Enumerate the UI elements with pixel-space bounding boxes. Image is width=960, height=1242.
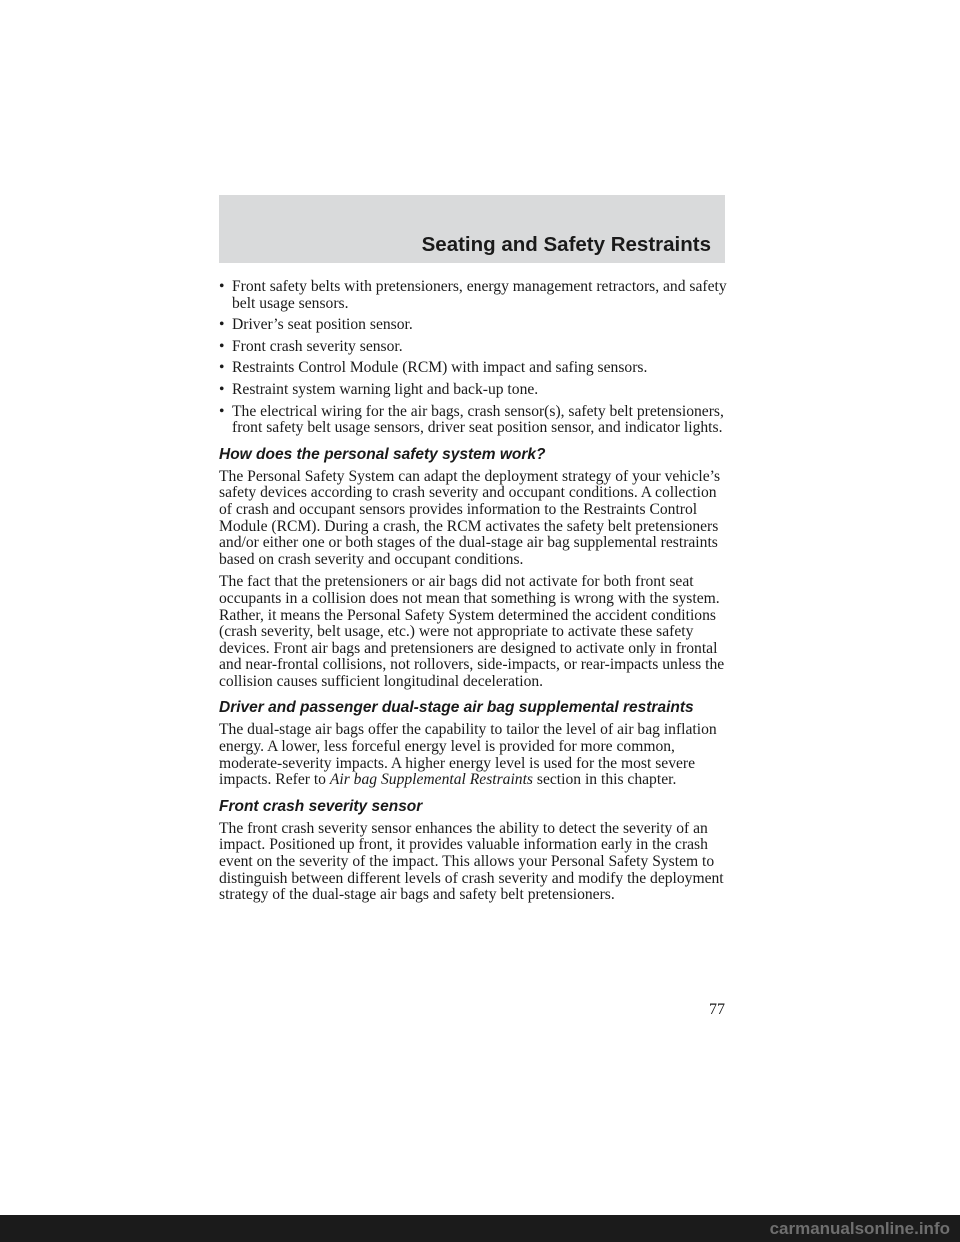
list-item: • Restraint system warning light and back-up tone. [219, 380, 539, 398]
list-item: • Front safety belts with pretensioners, energy management retractors, and safety belt usage sensors. [219, 278, 727, 312]
page-number: 77 [709, 1001, 725, 1018]
paragraph: The front crash severity sensor enhances the ability to detect the severity of an impact. Positioned up front, it provides valuable information early in the crash event on the severity of the impact. This allows your Personal Safety System to distinguish between different levels of crash severity and modify the deployment strategy of the dual-stage air bags and safety belt pretensioners. [219, 819, 724, 904]
section-heading-front-crash-sensor: Front crash severity sensor [219, 797, 423, 815]
bullet-icon: • [219, 278, 225, 295]
section-heading-dual-stage-air-bags: Driver and passenger dual-stage air bag supplemental restraints [219, 699, 694, 717]
component-list [219, 279, 729, 437]
cross-reference: Air bag Supplemental Restraints [329, 771, 533, 789]
list-item: • Front crash severity sensor. [219, 337, 403, 355]
watermark: carmanualsonline.info [0, 1215, 960, 1242]
list-item: • Restraints Control Module (RCM) with impact and safing sensors. [219, 359, 648, 377]
paragraph: The Personal Safety System can adapt the deployment strategy of your vehicle’s safety devices according to crash severity and occupant conditions. A collection of crash and occupant sensors provides information to the Restraints Control Module (RCM). During a crash, the RCM activates the safety belt pretensioners and/or either one or both stages of the dual-stage air bag supplemental restraints based on crash severity and occupant conditions. [219, 467, 721, 568]
bullet-icon: • [219, 337, 225, 355]
paragraph-with-reference: The dual-stage air bags offer the capability to tailor the level of air bag inflation energy. A lower, less forceful energy level is provided for more common, moderate-severity impacts. A higher energy level is used for the most severe impacts. Refer to Air bag Supplemental Restraints section in this chapter. [219, 721, 717, 789]
section-title: Seating and Safety Restraints [421, 233, 711, 256]
list-item: • Driver’s seat position sensor. [219, 316, 413, 334]
list-item: • The electrical wiring for the air bags, crash sensor(s), safety belt pretensioners, front safety belt usage sensors, driver seat position sensor, and indicator lights. [219, 402, 724, 437]
bullet-icon: • [219, 402, 225, 420]
bullet-icon: • [219, 380, 225, 398]
section-heading-how-it-works: How does the personal safety system work? [219, 445, 546, 463]
bullet-icon: • [219, 359, 225, 377]
paragraph: The fact that the pretensioners or air bags did not activate for both front seat occupants in a collision does not mean that something is wrong with the system. Rather, it means the Personal Safety System determined the accident conditions (crash severity, belt usage, etc.) were not appropriate to activate these safety devices. Front air bags and pretensioners are designed to activate only in frontal and near-frontal collisions, not rollovers, side-impacts, or rear-impacts unless the collision causes sufficient longitudinal deceleration. [219, 573, 725, 690]
page-content [219, 279, 729, 910]
section-header [219, 195, 725, 263]
bullet-icon: • [219, 316, 225, 334]
